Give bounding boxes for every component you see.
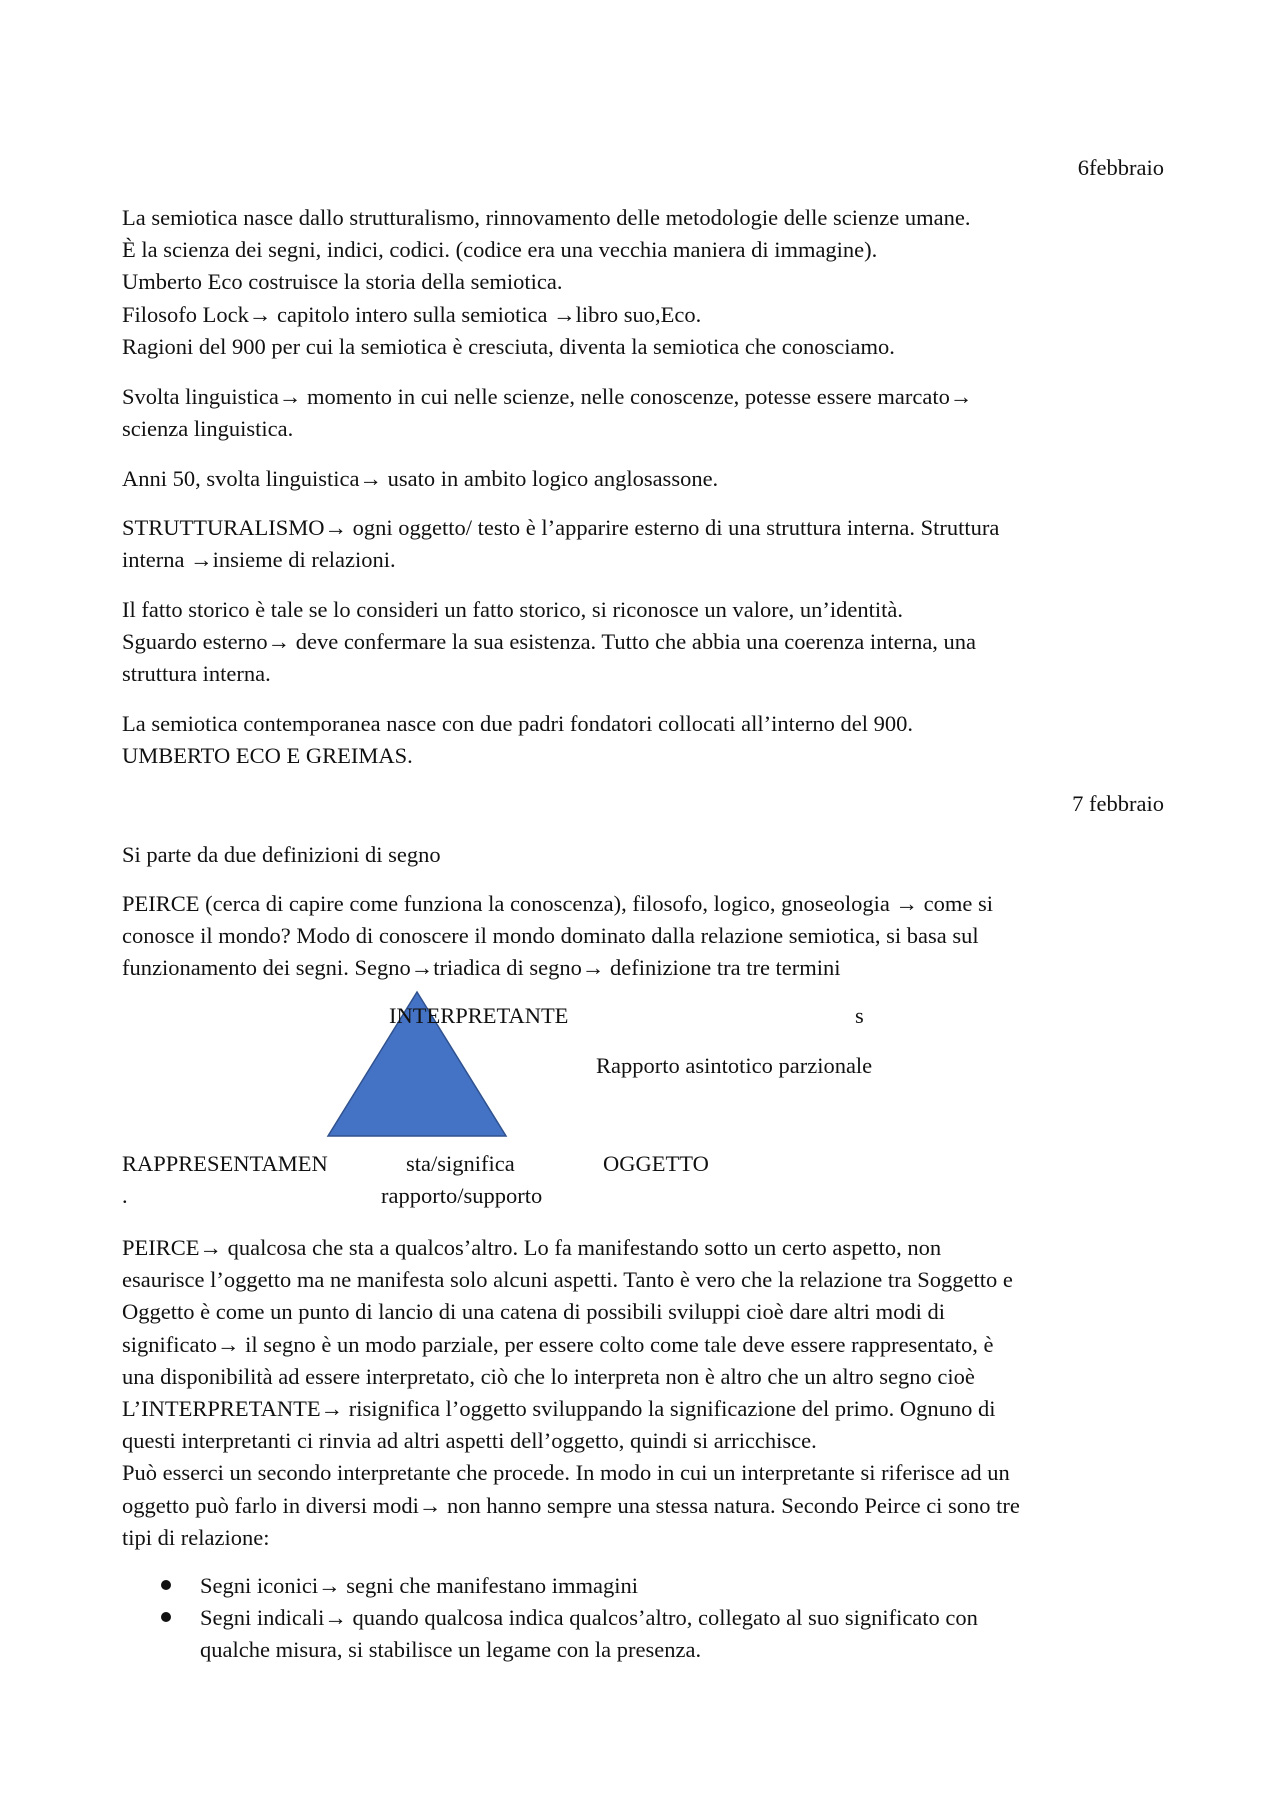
paragraph-strutturalismo: [122, 512, 1168, 576]
text-line: tipi di relazione:: [122, 1524, 270, 1550]
text-line: PEIRCE→ qualcosa che sta a qualcos’altro. Lo fa manifestando sotto un certo aspetto, non: [122, 1235, 942, 1260]
text-line: Si parte da due definizioni di segno: [122, 842, 441, 867]
label-oggetto: OGGETTO: [603, 1151, 709, 1176]
text-line: PEIRCE (cerca di capire come funziona la conoscenza), filosofo, logico, gnoseologia → come si: [122, 891, 993, 916]
label-rappresentamen: RAPPRESENTAMEN: [122, 1151, 328, 1176]
text-line: La semiotica contemporanea nasce con due padri fondatori collocati all’interno del 900.: [122, 711, 913, 736]
text-line: qualche misura, si stabilisce un legame con la presenza.: [200, 1637, 702, 1663]
paragraph-peirce-intro: [122, 888, 1168, 985]
text-line: esaurisce l’oggetto ma ne manifesta solo alcuni aspetti. Tanto è vero che la relazione tra Soggetto e: [122, 1267, 1013, 1293]
text-line: una disponibilità ad essere interpretato, ciò che lo interpreta non è altro che un altro segno cioè: [122, 1363, 975, 1389]
text-line: STRUTTURALISMO→ ogni oggetto/ testo è l’apparire esterno di una struttura interna. Struttura: [122, 515, 1000, 540]
paragraph-definizioni: [122, 839, 1168, 871]
list-item: [200, 1570, 638, 1602]
label-rapporto-supporto: rapporto/supporto: [381, 1183, 543, 1208]
text-line: Filosofo Lock→ capitolo intero sulla semiotica →libro suo,Eco.: [122, 301, 702, 327]
text-line: Svolta linguistica→ momento in cui nelle scienze, nelle conoscenze, potesse essere marcato→: [122, 384, 973, 409]
bullet-dot-icon: [161, 1612, 171, 1622]
text-line: scienza linguistica.: [122, 416, 294, 442]
paragraph-semiotica-contemporanea: [122, 708, 1168, 772]
text-line: L’INTERPRETANTE→ risignifica l’oggetto sviluppando la significazione del primo. Ognuno di: [122, 1396, 996, 1422]
text-line: Segni iconici→ segni che manifestano immagini: [200, 1573, 639, 1598]
text-line: Umberto Eco costruisce la storia della semiotica.: [122, 269, 563, 295]
text-line: Sguardo esterno→ deve confermare la sua esistenza. Tutto che abbia una coerenza interna, una: [122, 629, 977, 655]
date-heading-7-febbraio: 7 febbraio: [1072, 791, 1164, 816]
text-line: Può esserci un secondo interpretante che procede. In modo in cui un interpretante si riferisce ad un: [122, 1460, 1010, 1486]
text-line: interna →insieme di relazioni.: [122, 547, 396, 573]
list-item: [200, 1602, 978, 1666]
paragraph-svolta-linguistica: [122, 381, 1168, 445]
label-rapporto-asintotico: Rapporto asintotico parzionale: [596, 1053, 873, 1078]
label-interpretante: INTERPRETANTE: [389, 1003, 569, 1028]
text-line: La semiotica nasce dallo strutturalismo, rinnovamento delle metodologie delle scienze umane.: [122, 205, 971, 230]
text-line: oggetto può farlo in diversi modi→ non hanno sempre una stessa natura. Secondo Peirce ci sono tre: [122, 1492, 1020, 1518]
text-line: Segni indicali→ quando qualcosa indica qualcos’altro, collegato al suo significato con: [200, 1605, 978, 1630]
label-sta-significa: sta/significa: [406, 1151, 515, 1176]
paragraph-fatto-storico: [122, 594, 1168, 691]
paragraph-intro: [122, 202, 1168, 363]
text-line: Anni 50, svolta linguistica→ usato in ambito logico anglosassone.: [122, 466, 719, 491]
text-line: Ragioni del 900 per cui la semiotica è cresciuta, diventa la semiotica che conosciamo.: [122, 333, 895, 359]
text-line: È la scienza dei segni, indici, codici. (codice era una vecchia maniera di immagine).: [122, 237, 878, 263]
bullet-dot-icon: [161, 1580, 171, 1590]
text-line: questi interpretanti ci rinvia ad altri aspetti dell’oggetto, quindi si arricchisce.: [122, 1428, 817, 1454]
text-line: UMBERTO ECO E GREIMAS.: [122, 743, 413, 769]
label-rappresentamen-dot: .: [122, 1183, 128, 1208]
text-line: Oggetto è come un punto di lancio di una catena di possibili sviluppi cioè dare altri modi di: [122, 1299, 945, 1325]
paragraph-anni-50: [122, 463, 1168, 495]
paragraph-peirce-body: [122, 1232, 1168, 1554]
label-s: s: [855, 1003, 864, 1028]
text-line: conosce il mondo? Modo di conoscere il mondo dominato dalla relazione semiotica, si basa sul: [122, 923, 979, 949]
text-line: significato→ il segno è un modo parziale, per essere colto come tale deve essere rappresentato, è: [122, 1331, 994, 1357]
text-line: Il fatto storico è tale se lo consideri un fatto storico, si riconosce un valore, un’identità.: [122, 597, 904, 622]
date-heading-6-febbraio: 6febbraio: [1077, 155, 1164, 180]
text-line: funzionamento dei segni. Segno→triadica di segno→ definizione tra tre termini: [122, 955, 841, 981]
text-line: struttura interna.: [122, 661, 271, 687]
